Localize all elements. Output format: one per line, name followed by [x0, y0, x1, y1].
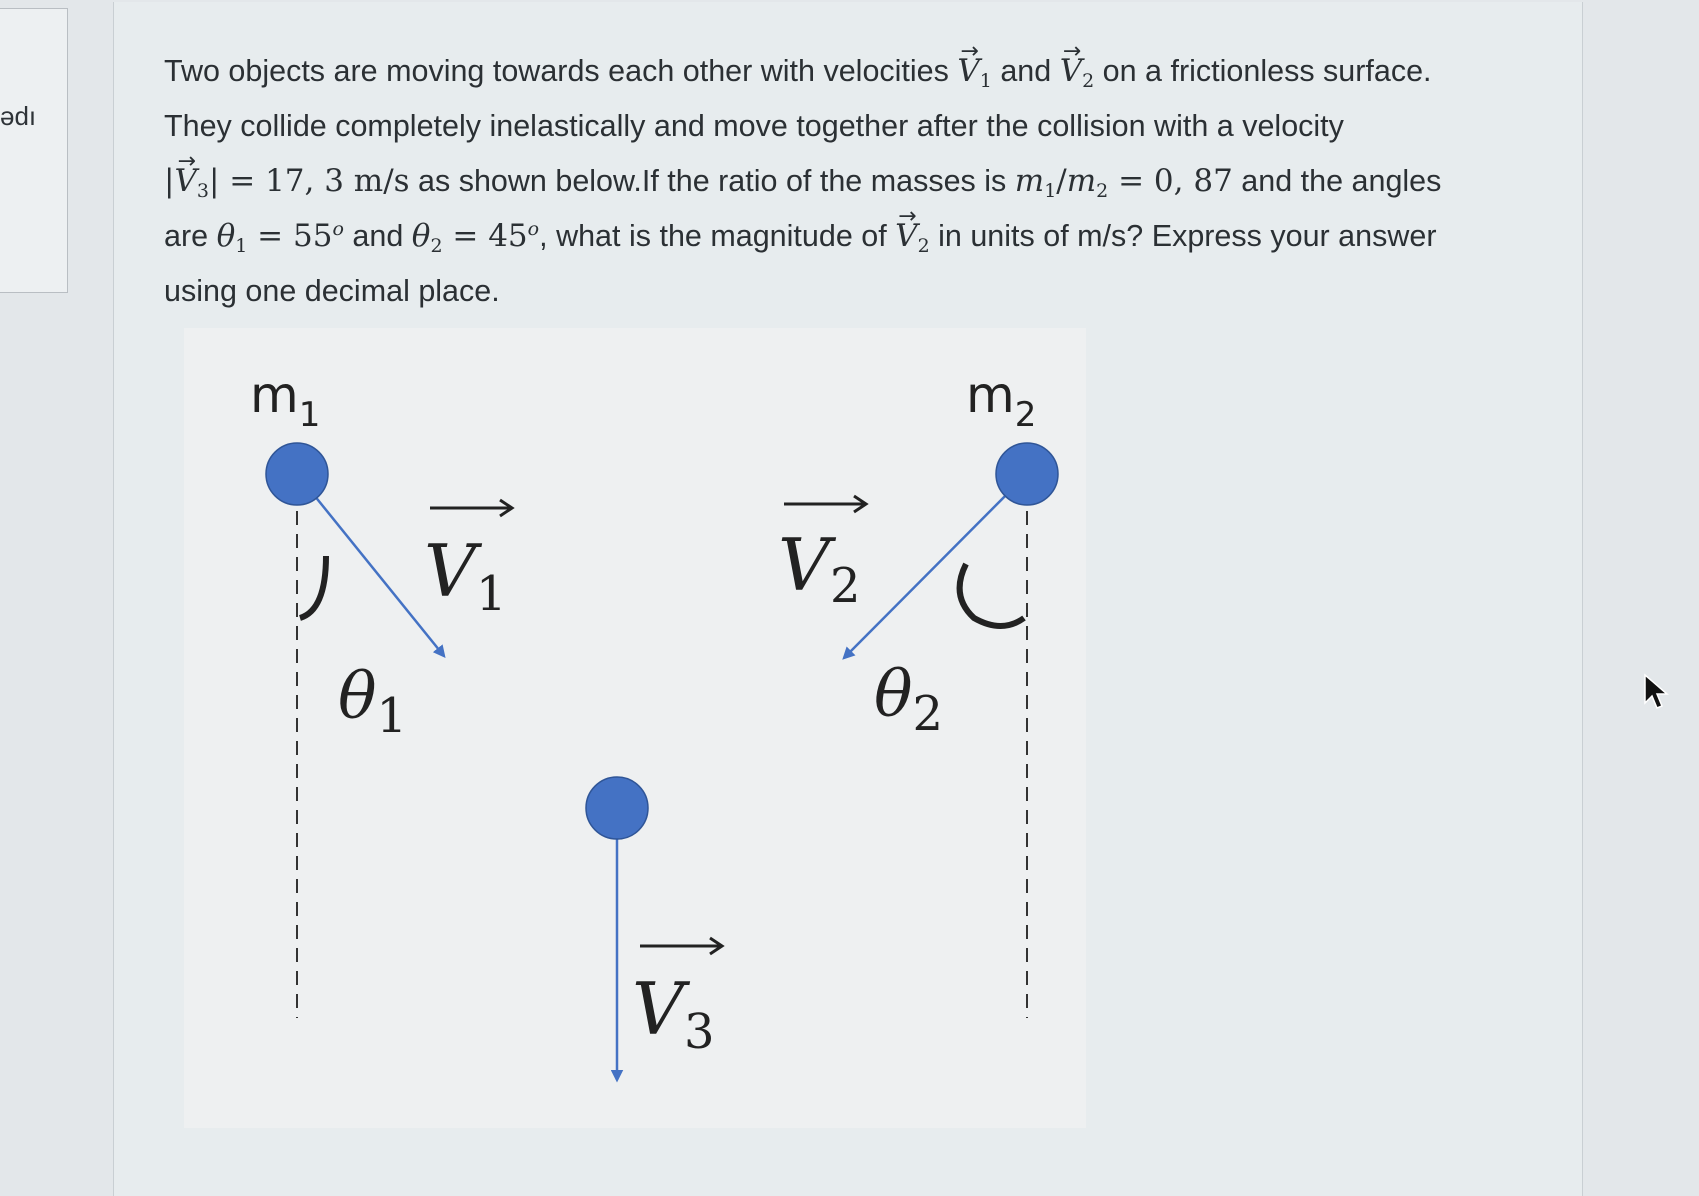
mouse-cursor-icon	[1643, 673, 1669, 711]
collision-diagram-svg	[184, 328, 1086, 1128]
combined-ball	[586, 777, 648, 839]
m2-label: $m_2$	[966, 366, 1037, 435]
question-text	[164, 44, 1554, 319]
m1-ball	[266, 443, 328, 505]
theta2-arc	[960, 564, 1024, 626]
v3-label	[632, 938, 722, 1060]
svg-text:V1: V1	[424, 529, 507, 622]
v2-label	[778, 496, 866, 614]
question-line-2: They collide completely inelastically and move together after the collision with a velocity	[164, 109, 1344, 143]
question-line-3: |→ $V_3| = 17$, 3 m/s as shown below.If the ratio of the masses is $m_1/m_2 = 0$, 87 and the angles	[164, 154, 1554, 209]
left-panel	[0, 8, 68, 293]
collision-diagram	[184, 328, 1086, 1128]
question-line-5: using one decimal place.	[164, 274, 500, 308]
m2-ball	[996, 443, 1058, 505]
theta2-label: $\theta_2$	[874, 658, 944, 742]
question-line-1: Two objects are moving towards each other with velocities → $V_1$ and → $V_2$ on a frictionless surface.	[164, 44, 1554, 99]
question-line-4: are $\theta_1 = 55^o$ and $\theta_2 = 45^o$, what is the magnitude of → $V_2$ in units of m/s? Express your answer	[164, 209, 1554, 264]
question-content	[113, 2, 1583, 1196]
v2-arrow	[844, 474, 1027, 658]
svg-text:V2: V2	[778, 523, 861, 614]
theta1-label: $\theta_1$	[338, 660, 408, 744]
m1-label: $m_1$	[250, 366, 321, 435]
theta1-arc	[300, 556, 326, 618]
left-panel-text: ədı	[0, 101, 37, 131]
v1-arrow	[297, 474, 444, 656]
svg-text:V3: V3	[632, 967, 715, 1060]
v1-label	[424, 500, 512, 622]
